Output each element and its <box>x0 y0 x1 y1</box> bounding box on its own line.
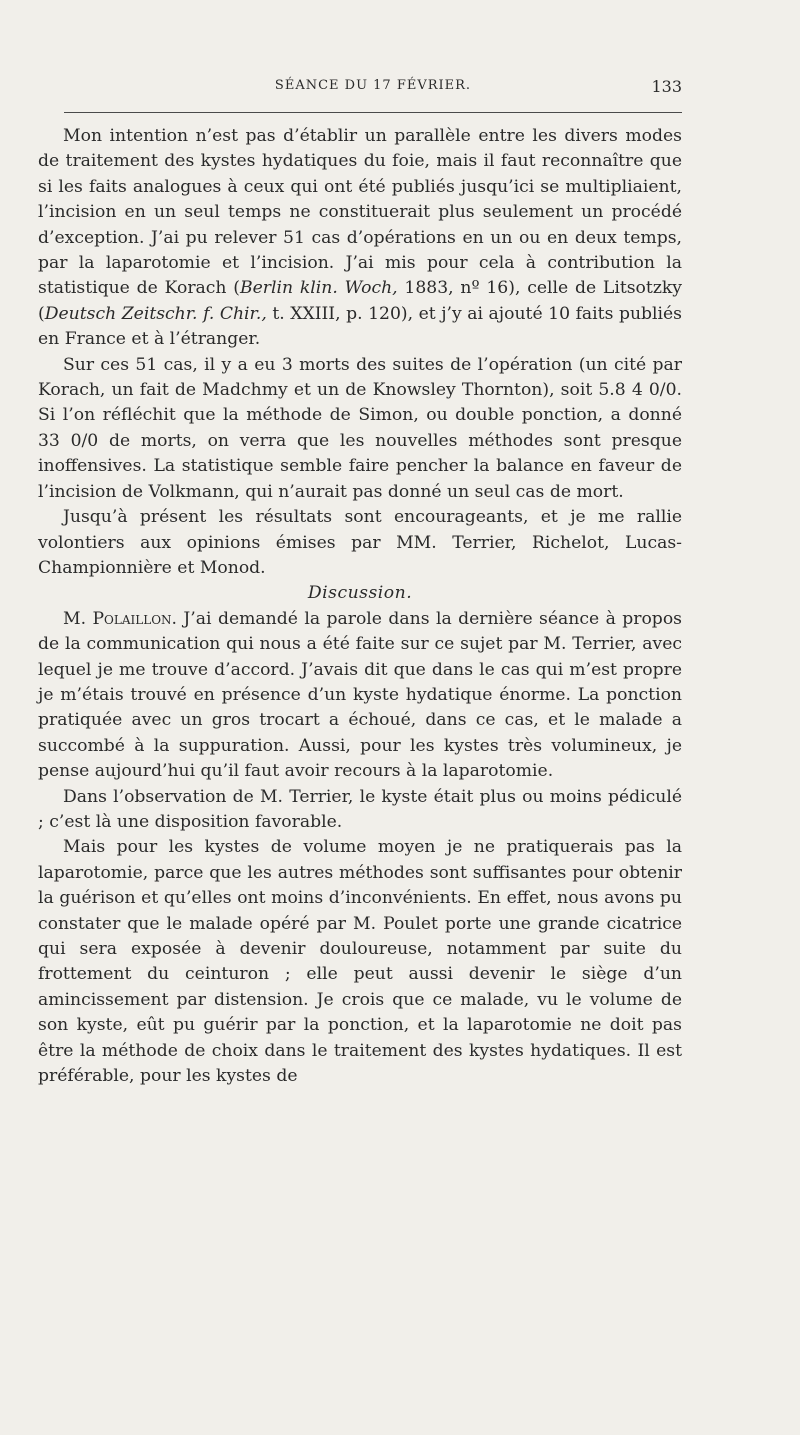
paragraph-text: t. XXIII, p. 120), et j’y ai ajouté 10 faits publiés en France et à l’étranger. <box>38 303 683 350</box>
paragraph-text: 1883, nº 16), celle de Litsotzky ( <box>38 278 682 324</box>
citation-berlin-klin-woch: Berlin klin. Woch, <box>240 278 398 299</box>
paragraph: Dans l’observation de M. Terrier, le kyste était plus ou moins pédiculé ; c’est là une disposition favorable. <box>38 786 682 832</box>
page-header <box>64 78 682 100</box>
paragraph: Jusqu’à présent les résultats sont encourageants, et je me rallie volontiers aux opinions émises par MM. Terrier, Richelot, Lucas-Championnière et Monod. <box>38 507 682 578</box>
paragraph-text: Mon intention n’est pas d’établir un parallèle entre les divers modes de traitement des kystes hydatiques du foie, mais il faut reconnaître que si les faits analogues à ceux qui ont été publiés jusqu’ici se multipliaient, l’incision en un seul temps ne constituerait plus seulement un procédé d’exception. J’ai pu relever 51 cas d’opérations en un ou en deux temps, par la laparotomie et l’incision. J’ai mis pour cela à contribution la statistique de Korach ( <box>38 126 682 299</box>
header-rule <box>64 112 682 113</box>
page-number: 133 <box>651 77 682 96</box>
speaker-name: M. Polaillon. <box>63 608 177 629</box>
body-text <box>38 124 682 1089</box>
section-title: Discussion. <box>307 583 413 604</box>
citation-deutsch-zeitschr: Deutsch Zeitschr. f. Chir., <box>44 303 267 324</box>
paragraph <box>38 124 682 353</box>
paragraph: Mais pour les kystes de volume moyen je ne pratiquerais pas la laparotomie, parce que les autres méthodes sont suffisantes pour obtenir la guérison et qu’elles ont moins d’inconvénients. En effet, nous avons pu constater que le malade opéré par M. Poulet porte une grande cicatrice qui sera exposée à devenir douloureuse, notamment par suite du frottement du ceinturon ; elle peut aussi devenir le siège d’un amincissement par distension. Je crois que ce malade, vu le volume de son kyste, eût pu guérir par la ponction, et la laparotomie ne doit pas être la méthode de choix dans le traitement des kystes hydatiques. Il est préférable, pour les kystes de <box>38 837 682 1087</box>
paragraph-text: J’ai demandé la parole dans la dernière séance à propos de la communication qui nous a été faite sur ce sujet par M. Terrier, avec lequel je me trouve d’accord. J’avais dit que dans le cas qui m’est propre je m’étais trouvé en présence d’un kyste hydatique énorme. La ponction pratiquée avec un gros trocart a échoué, dans ce cas, et le malade a succombé à la suppuration. Aussi, pour les kystes très volumineux, je pense aujourd’hui qu’il faut avoir recours à la laparotomie. <box>38 608 682 782</box>
paragraph <box>38 607 682 785</box>
running-head: SÉANCE DU 17 FÉVRIER. <box>274 78 472 93</box>
paragraph: Sur ces 51 cas, il y a eu 3 morts des suites de l’opération (un cité par Korach, un fait de Madchmy et un de Knowsley Thornton), soit 5.8 4 0/0. Si l’on réfléchit que la méthode de Simon, ou double ponction, a donné 33 0/0 de morts, on verra que les nouvelles méthodes sont presque inoffensives. La statistique semble faire pencher la balance en faveur de l’incision de Volkmann, qui n’aurait pas donné un seul cas de mort. <box>38 354 682 502</box>
